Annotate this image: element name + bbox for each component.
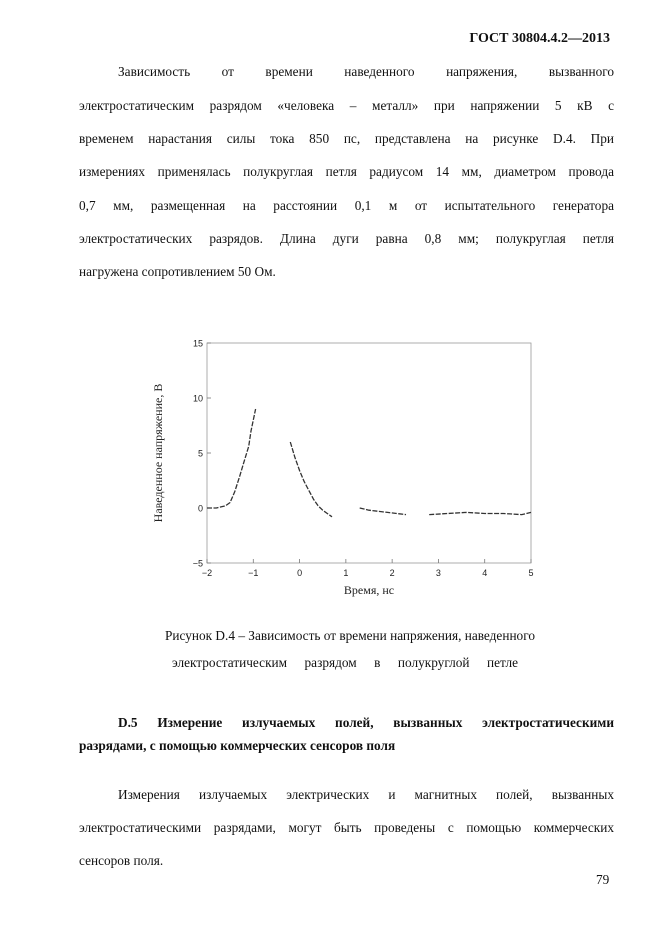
- x-axis: [202, 559, 534, 578]
- text-line: сенсоров поля.: [79, 853, 164, 868]
- text-line: измерениях применялась полукруглая петля радиусом 14 мм, диаметром провода: [79, 164, 614, 179]
- text-line: электростатическими разрядами, могут быть проведены с помощью коммерческих: [79, 820, 614, 835]
- figure-caption-line: электростатическим разрядом в полукруглой петле: [172, 655, 518, 670]
- y-tick-label: 0: [197, 503, 203, 514]
- y-tick-label: 15: [192, 338, 203, 349]
- voltage-time-chart: [140, 330, 560, 610]
- voltage-series: [207, 409, 531, 517]
- text-line: Измерения излучаемых электрических и магнитных полей, вызванных: [118, 787, 614, 802]
- section-heading: разрядами, с помощью коммерческих сенсоров поля: [79, 738, 396, 753]
- x-tick-label: 3: [435, 568, 441, 578]
- y-tick-label: 10: [192, 393, 203, 404]
- x-tick-label: 2: [389, 568, 395, 578]
- text-line: электростатическим разрядом «человека – металл» при напряжении 5 кВ с: [79, 98, 614, 113]
- x-tick-label: 0: [297, 568, 303, 578]
- y-axis-label: Наведенное напряжение, В: [151, 383, 165, 523]
- x-tick-label: 5: [528, 568, 534, 578]
- x-tick-label: −2: [201, 568, 213, 578]
- plot-frame: [207, 343, 531, 563]
- text-line: временем нарастания силы тока 850 пс, представлена на рисунке D.4. При: [79, 131, 614, 146]
- y-axis: [193, 339, 211, 569]
- voltage-trace-segment: [290, 442, 332, 517]
- voltage-trace-segment: [207, 409, 256, 508]
- text-line: 0,7 мм, размещенная на расстоянии 0,1 м от испытательного генератора: [79, 198, 614, 213]
- section-heading: D.5 Измерение излучаемых полей, вызванных электростатическими: [118, 715, 614, 730]
- x-tick-label: 1: [343, 568, 349, 578]
- y-tick-label: −5: [192, 558, 203, 569]
- document-id-header: ГОСТ 30804.4.2—2013: [469, 31, 610, 46]
- text-line: электростатических разрядов. Длина дуги равна 0,8 мм; полукруглая петля: [79, 231, 614, 246]
- voltage-trace-segment: [360, 508, 406, 515]
- x-tick-label: 4: [482, 568, 488, 578]
- x-tick-label: −1: [248, 568, 259, 578]
- page-number: 79: [596, 872, 610, 887]
- text-line: нагружена сопротивлением 50 Ом.: [79, 264, 276, 279]
- y-tick-label: 5: [197, 448, 203, 459]
- text-line: Зависимость от времени наведенного напряжения, вызванного: [118, 64, 614, 79]
- figure-caption-line: Рисунок D.4 – Зависимость от времени напряжения, наведенного: [165, 628, 535, 643]
- x-axis-label: Время, нс: [343, 583, 395, 597]
- voltage-trace-segment: [429, 512, 531, 514]
